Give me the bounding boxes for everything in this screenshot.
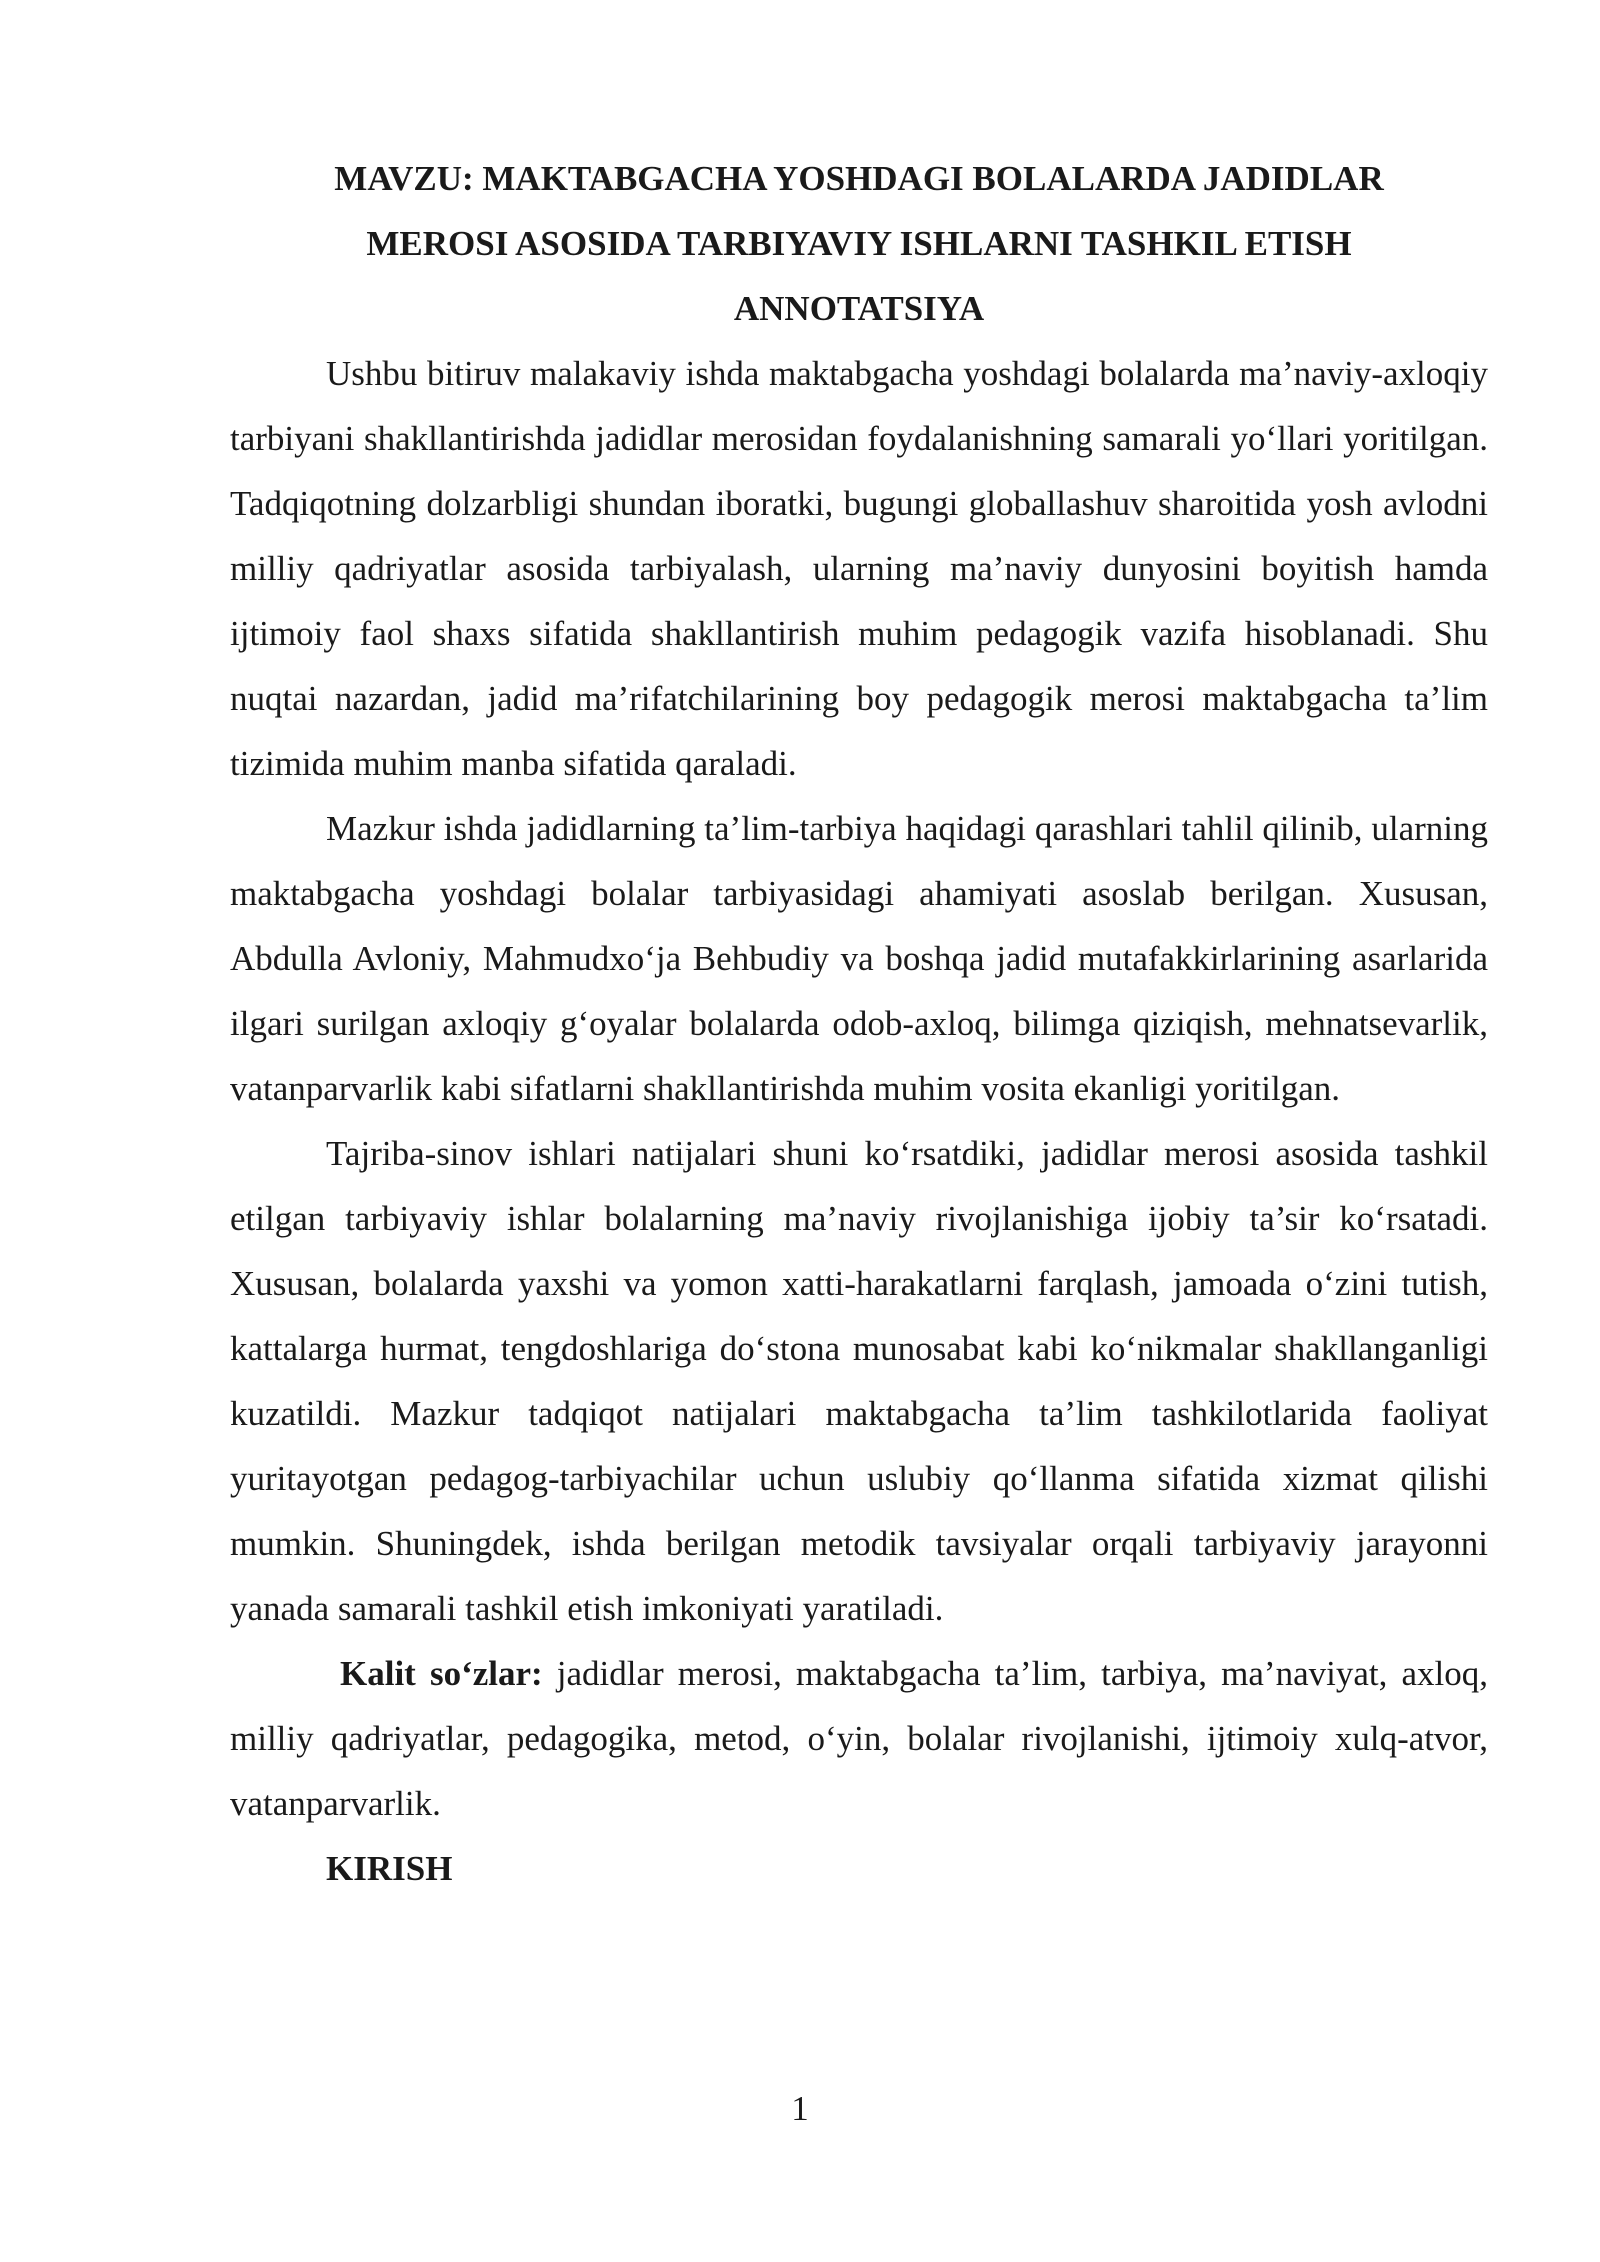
document-page: [230, 146, 1488, 1901]
paragraph-2: Mazkur ishda jadidlarning ta’lim-tarbiya haqidagi qarashlari tahlil qilinib, ularning maktabgacha yoshdagi bolalar tarbiyasidagi ahamiyati asoslab berilgan. Xususan, Abdulla Avloniy, Mahmudxo‘ja Behbudiy va boshqa jadid mutafakkirlarining asarlarida ilgari surilgan axloqiy g‘oyalar bolalarda odob-axloq, bilimga qiziqish, mehnatsevarlik, vatanparvarlik kabi sifatlarni shakllantirishda muhim vosita ekanligi yoritilgan.: [230, 809, 1488, 1108]
paragraph-1: Ushbu bitiruv malakaviy ishda maktabgacha yoshdagi bolalarda ma’naviy-axloqiy tarbiyani shakllantirishda jadidlar merosidan foydalanishning samarali yo‘llari yoritilgan. Tadqiqotning dolzarbligi shundan iboratki, bugungi globallashuv sharoitida yosh avlodni milliy qadriyatlar asosida tarbiyalash, ularning ma’naviy dunyosini boyitish hamda ijtimoiy faol shaxs sifatida shakllantirish muhim pedagogik vazifa hisoblanadi. Shu nuqtai nazardan, jadid ma’rifatchilarining boy pedagogik merosi maktabgacha ta’lim tizimida muhim manba sifatida qaraladi.: [230, 354, 1488, 783]
page-number: 1: [791, 2089, 809, 2128]
paragraph-3: Tajriba-sinov ishlari natijalari shuni ko‘rsatdiki, jadidlar merosi asosida tashkil etilgan tarbiyaviy ishlar bolalarning ma’naviy rivojlanishiga ijobiy ta’sir ko‘rsatadi. Xususan, bolalarda yaxshi va yomon xatti-harakatlarni farqlash, jamoada o‘zini tutish, kattalarga hurmat, tengdoshlariga do‘stona munosabat kabi ko‘nikmalar shakllanganligi kuzatildi. Mazkur tadqiqot natijalari maktabgacha ta’lim tashkilotlarida faoliyat yuritayotgan pedagog-tarbiyachilar uchun uslubiy qo‘llanma sifatida xizmat qilishi mumkin. Shuningdek, ishda berilgan metodik tavsiyalar orqali tarbiyaviy jarayonni yanada samarali tashkil etish imkoniyati yaratiladi.: [230, 1134, 1488, 1628]
title-line-2: MEROSI ASOSIDA TARBIYAVIY ISHLARNI TASHKIL ETISH: [366, 224, 1352, 263]
keywords-paragraph: [230, 1641, 1488, 1836]
title-line-1: MAVZU: MAKTABGACHA YOSHDAGI BOLALARDA JADIDLAR: [334, 159, 1384, 198]
section-heading: KIRISH: [326, 1849, 453, 1888]
title-line-3: ANNOTATSIYA: [733, 289, 985, 328]
keywords-label: Kalit so‘zlar:: [340, 1654, 543, 1693]
keywords-text: jadidlar merosi, maktabgacha ta’lim, tarbiya, ma’naviyat, axloq, milliy qadriyatlar, pedagogika, metod, o‘yin, bolalar rivojlanishi, ijtimoiy xulq-atvor, vatanparvarlik.: [230, 1654, 1488, 1823]
document-title: [230, 146, 1488, 341]
